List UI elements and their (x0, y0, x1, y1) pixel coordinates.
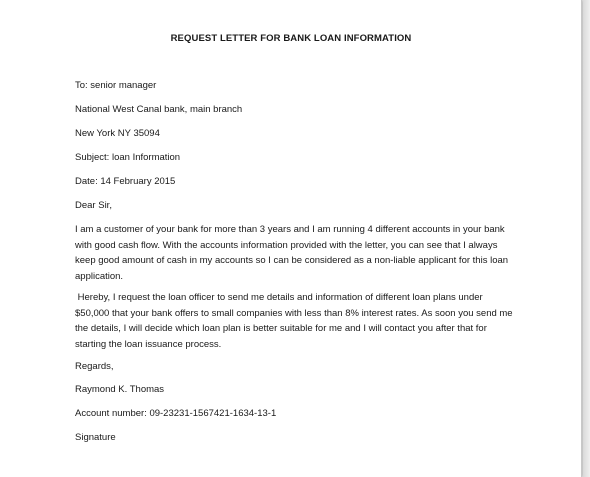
paragraph-line: application. (75, 270, 124, 282)
salutation-line: Dear Sir, (75, 200, 112, 211)
paragraph-line: keep good amount of cash in my accounts so I can be considered as a non-liable applicant for this loan (75, 255, 509, 267)
paragraph-line: $50,000 that your bank offers to small companies with less than 8% interest rates. As soon you send me (75, 307, 513, 319)
bank-name-line: National West Canal bank, main branch (75, 104, 243, 115)
sender-name: Raymond K. Thomas (75, 384, 165, 395)
paragraph-line: Hereby, I request the loan officer to send me details and information of different loan plans under (75, 292, 483, 303)
paragraph-line: the details, I will decide which loan plan is better suitable for me and I will contact you after that for (75, 323, 487, 335)
signature-line: Signature (75, 432, 116, 443)
closing-line: Regards, (75, 361, 114, 372)
recipient-line: To: senior manager (75, 80, 157, 91)
paragraph-line: I am a customer of your bank for more than 3 years and I am running 4 different accounts in your bank (75, 224, 505, 235)
account-number: Account number: 09-23231-1567421-1634-13-1 (75, 408, 277, 419)
paragraph-line: with good cash flow. With the accounts information provided with the letter, you can see that I always (75, 239, 498, 251)
page-edge (583, 0, 590, 477)
city-line: New York NY 35094 (75, 128, 160, 139)
paragraph-line: starting the loan issuance process. (75, 338, 222, 350)
date-line: Date: 14 February 2015 (75, 176, 176, 187)
body-paragraph-2 (75, 290, 535, 352)
subject-line: Subject: loan Information (75, 152, 181, 163)
body-paragraph-1 (75, 222, 535, 284)
letter-title: REQUEST LETTER FOR BANK LOAN INFORMATION (170, 33, 412, 44)
